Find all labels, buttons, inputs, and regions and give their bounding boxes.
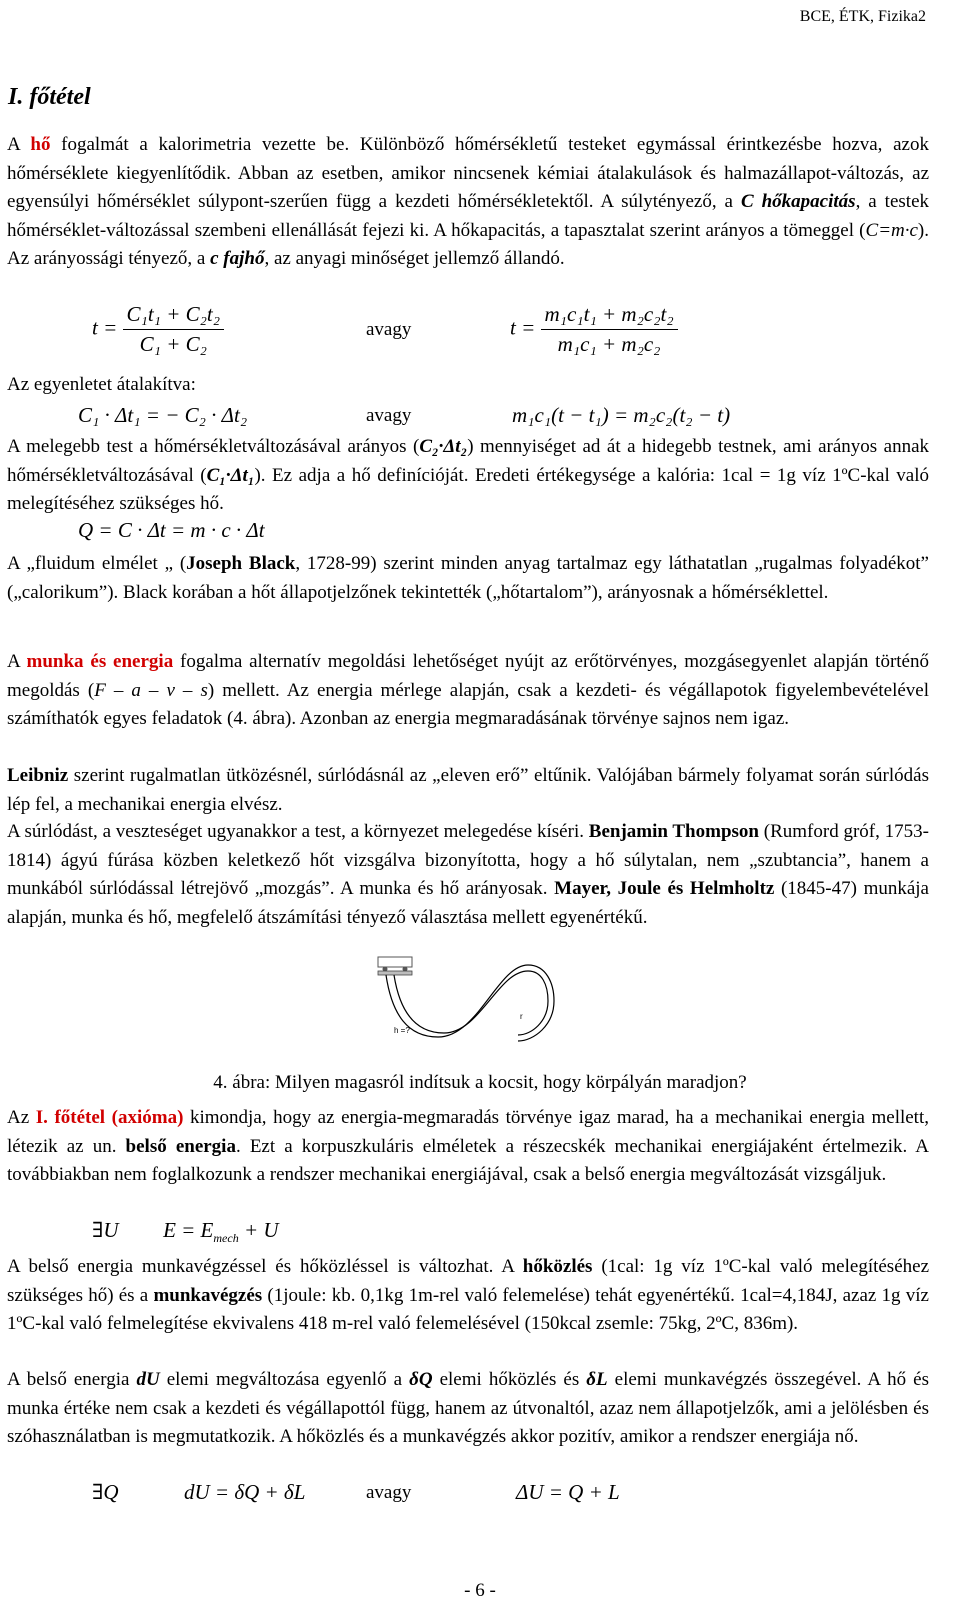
equation-exists-q: ∃Q xyxy=(92,1480,119,1504)
person-leibniz: Leibniz xyxy=(7,765,69,786)
term-work-energy: munka és energia xyxy=(26,651,174,672)
equation-first-law-differential: dU = δQ + δL xyxy=(184,1480,306,1504)
equation-mixing-temperature: t = $\frac{\text{C₁t₁ + C₂t₂}}{\text{C₁ + C₂}}$ xyxy=(92,302,224,357)
paragraph-fluid-theory: A „fluidum elmélet „ (Joseph Black, 1728-99) szerint minden anyag tartalmaz egy láthatatlan „rugalmas folyadékot” („calorikum”). Black korában a hőt állapotjelzőnek tekintették („hőtartalom”), arányosnak a hőmérséklettel. xyxy=(7,553,929,603)
paragraph-differential-form: A belső energia dU elemi megváltozása egyenlő a δQ elemi hőközlés és δL elemi munkavégzés összegével. A hő és munka értéke nem csak a kezdeti és végállapottól függ, hanem az útvonaltól, azaz nem állapotjelzők, ami a jelölésben és szóhasználatban is megmutatkozik. A hőközlés és a munkavégzés akkor pozitív, amikor a rendszer energiája nő. xyxy=(7,1369,929,1447)
equation-or-3: avagy xyxy=(366,1482,412,1503)
term-heat: hő xyxy=(30,134,51,155)
paragraph-first-law: Az I. főtétel (axióma) kimondja, hogy az energia-megmaradás törvénye igaz marad, ha a mechanikai energia mellett, létezik az un. belső energia. Ezt a korpuszkuláris elméletek a részecskék mechanikai energiájaként értelmezik. A továbbiakban nem foglalkozunk a rendszer mechanikai energiájával, csak a belső energia megváltozását vizsgáljuk. xyxy=(7,1107,929,1185)
equation-internal-energy: ∃U $E = E_{mech} + U$ xyxy=(92,1218,279,1246)
term-first-law: I. főtétel (axióma) xyxy=(35,1107,184,1128)
equation-heat: Q = C · Δt = m · c · Δt xyxy=(78,518,265,542)
start-platform xyxy=(378,971,412,975)
equation-heat-balance-mass: m₁c₁(t − t₁) = m₂c₂(t₂ − t) xyxy=(512,403,731,427)
cart-icon xyxy=(378,957,412,967)
page-number: - 6 - xyxy=(464,1580,496,1601)
equation-or-2: avagy xyxy=(366,405,412,426)
section-title: I. főtétel xyxy=(8,84,91,110)
paragraph-work-energy: A munka és energia fogalma alternatív megoldási lehetőséget nyújt az erőtörvényes, mozgásegyenlet alapján történő megoldás (F – a – v – s) mellett. Az energia mérlege alapján, csak a kezdeti- és végállapotok figyelembevételével számíthatók egyes feladatok (4. ábra). Azonban az energia megmaradásának törvénye sajnos nem igaz. xyxy=(7,651,929,729)
transform-label: Az egyenletet átalakítva: xyxy=(7,374,196,395)
figure-caption: 4. ábra: Milyen magasról indítsuk a kocsit, hogy körpályán maradjon? xyxy=(213,1072,747,1093)
running-header: BCE, ÉTK, Fizika2 xyxy=(799,8,926,25)
term-specific-heat: c fajhő xyxy=(210,248,265,269)
paragraph-heat-capacity: A hő fogalmát a kalorimetria vezette be. Különböző hőmérsékletű testeket egymással érintkezésbe hozva, azok hőmérséklete kiegyenlítődik. Abban az esetben, amikor nincsenek kémiai átalakulások és halmazállapot-változás, az egyensúlyi hőmérséklet súlypont-szerűen függ a kezdeti hőmérsékletektől. A súlytényező, a C hőkapacitás, a testek hőmérséklet-változással szembeni ellenállását fejezi ki. A hőkapacitás, a tapasztalat szerint arányos a tömeggel (C=m·c). Az arányossági tényező, a c fajhő, az anyagi minőséget jellemző állandó. xyxy=(7,134,930,269)
equation-heat-balance: C₁ · Δt₁ = − C₂ · Δt₂ xyxy=(78,403,248,427)
equation-mixing-temperature-mass: t = $\frac{\text{m₁c₁t₁ + m₂c₂t₂}}{\text{m₁c₁ + m₂c₂}}$ xyxy=(510,302,678,357)
term-work: munkavégzés xyxy=(153,1284,263,1306)
paragraph-heat-definition: A melegebb test a hőmérsékletváltozásával arányos (C₂·Δt₂) mennyiséget ad át a hidegebb testnek, ami arányos annak hőmérsékletváltozásával (C₁·Δt₁). Ez adja a hő definícióját. Eredeti értékegysége a kalória: 1cal = 1g víz 1ºC-kal való melegítéséhez szükséges hő. xyxy=(7,436,930,514)
persons-mayer-joule-helmholtz: Mayer, Joule és Helmholtz xyxy=(554,878,775,899)
equation-or-1: avagy xyxy=(366,319,412,340)
paragraph-leibniz: Leibniz szerint rugalmatlan ütközésnél, súrlódásnál az „eleven erő” eltűnik. Valójában bármely folyamat során súrlódás lép fel, a mechanikai energia elvész. xyxy=(7,765,929,815)
figure-loop-track xyxy=(358,955,558,1061)
person-joseph-black: Joseph Black xyxy=(186,553,296,574)
paragraph-thompson: A súrlódást, a veszteséget ugyanakkor a test, a környezet melegedése kíséri. Benjamin Thompson (Rumford gróf, 1753-1814) ágyú fúrása közben keletkező hőt vizsgálva bizonyította, hogy a hő súlytalan, nem „szubtancia”, hanem a munkából súrlódással létrejövő „mozgás”. A munka és hő arányosak. Mayer, Joule és Helmholtz (1845-47) munkája alapján, munka és hő, megfelelő átszámítási tényező választása mellett egyenértékű. xyxy=(7,821,929,928)
height-label: h =? xyxy=(394,1026,410,1035)
person-thompson: Benjamin Thompson xyxy=(588,821,759,842)
term-heat-transfer: hőközlés xyxy=(522,1256,593,1277)
loop-track-diagram xyxy=(358,955,558,1055)
loop-track xyxy=(438,965,554,1041)
paragraph-heat-work-equivalence: A belső energia munkavégzéssel és hőközléssel is változhat. A hőközlés (1cal: 1g víz 1ºC-kal való melegítéséhez szükséges hő) és a munkavégzés (1joule: kb. 0,1kg 1m-rel való felemelése) tehát egyenértékű. 1cal=4,184J, azaz 1g víz 1ºC-kal való felmelegítése ekvivalens 418 m-rel való felemelésével (150kcal zsemle: 75kg, 2ºC, 836m). xyxy=(7,1256,930,1334)
term-internal-energy: belső energia xyxy=(125,1135,236,1157)
equation-first-law-finite: ΔU = Q + L xyxy=(516,1480,620,1504)
term-heat-capacity: C hőkapacitás xyxy=(740,191,856,212)
radius-label: r xyxy=(520,1012,523,1021)
